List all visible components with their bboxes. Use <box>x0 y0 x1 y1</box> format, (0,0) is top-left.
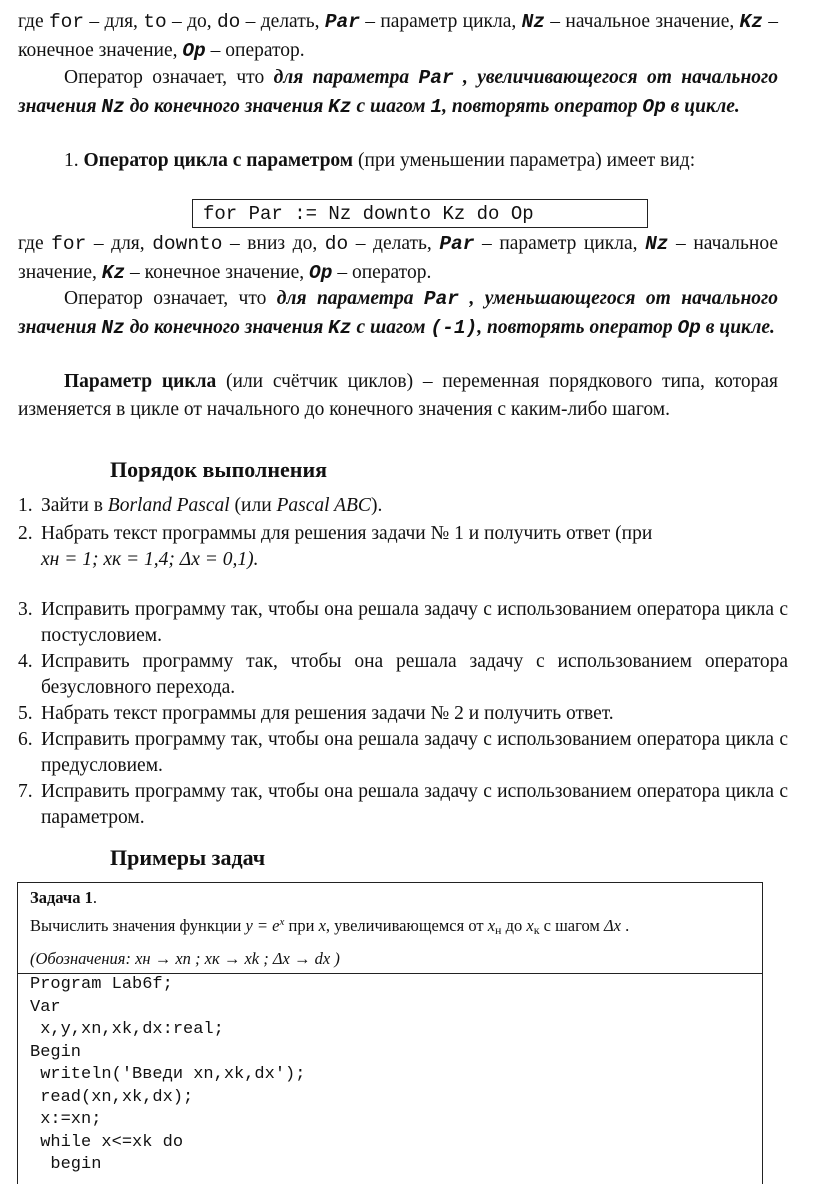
paragraph-downto-intro: 1. Оператор цикла с параметром (при уменьшении параметра) имеет вид: <box>64 150 696 171</box>
list-item: 2. Набрать текст программы для решения задачи № 1 и получить ответ (при xн = 1; xк = 1,4; Δx = 0,1). <box>18 523 653 570</box>
task-code <box>18 974 762 1177</box>
task-notation: (Обозначения: xн → xn ; xк → xk ; Δx → dx ) <box>30 949 340 968</box>
code-line: x:=xn; <box>30 1110 102 1129</box>
task-box <box>17 882 763 1184</box>
list-item: 5. Набрать текст программы для решения задачи № 2 и получить ответ. <box>18 703 614 724</box>
task-title: Задача 1 <box>30 888 93 907</box>
paragraph-loop-parameter: Параметр цикла (или счётчик циклов) – переменная порядкового типа, которая изменяется в цикле от начального до конечного значения с каким-либо шагом. <box>18 371 778 420</box>
heading-order: Порядок выполнения <box>110 457 328 482</box>
steps-list <box>18 493 788 831</box>
code-line: Var <box>30 997 61 1017</box>
paragraph-to-meaning: Оператор означает, что для параметра Par , увеличивающегося от начального значения Nz до конечного значения Kz с шагом 1, повторять оператор Op в цикле. <box>18 67 778 118</box>
code-line: while x<=xk do <box>30 1132 184 1152</box>
task-description: Вычислить значения функции $y = e^x$ при x, увеличивающемся от $x_н$ до $x_к$ с шагом Δx . <box>30 916 630 937</box>
heading-examples: Примеры задач <box>110 845 266 870</box>
list-item: 1. Зайти в Borland Pascal (или Pascal ABC). <box>18 495 383 516</box>
list-item: 7. Исправить программу так, чтобы она решала задачу с использованием оператора цикла с параметром. <box>18 781 788 828</box>
code-line: begin <box>30 1155 102 1174</box>
code-line: read(xn,xk,dx); <box>30 1087 194 1107</box>
code-line: Begin <box>30 1042 82 1062</box>
paragraph-downto-meaning: Оператор означает, что для параметра Par , уменьшающегося от начального значения Nz до конечного значения Kz с шагом (-1), повторять оператор Op в цикле. <box>18 288 778 339</box>
code-line: x,y,xn,xk,dx:real; <box>30 1020 224 1039</box>
list-item: 4. Исправить программу так, чтобы она решала задачу с использованием оператора безусловного перехода. <box>18 651 788 698</box>
code-line: Program Lab6f; <box>30 975 173 994</box>
list-item: 6. Исправить программу так, чтобы она решала задачу с использованием оператора цикла с предусловием. <box>18 729 788 776</box>
paragraph-to-definitions: где for – для, to – до, do – делать, Par – параметр цикла, Nz – начальное значение, Kz – конечное значение, Op – оператор. <box>18 11 779 62</box>
list-item: 3. Исправить программу так, чтобы она решала задачу с использованием оператора цикла с постусловием. <box>18 599 788 646</box>
downto-syntax-box: for Par := Nz downto Kz do Op <box>192 199 648 228</box>
task-header: Задача 1. Вычислить значения функции $y = e^x$ при x, увеличивающемся от $x_н$ до $x_к$ с шагом Δx . (Обозначения: xн → xn ; xк → xk ; Δx → dx ) <box>18 883 762 974</box>
code-line: writeln('Введи xn,xk,dx'); <box>30 1065 306 1084</box>
paragraph-downto-definitions: где for – для, downto – вниз до, do – делать, Par – параметр цикла, Nz – начальное значение, Kz – конечное значение, Op – оператор. <box>18 233 779 284</box>
